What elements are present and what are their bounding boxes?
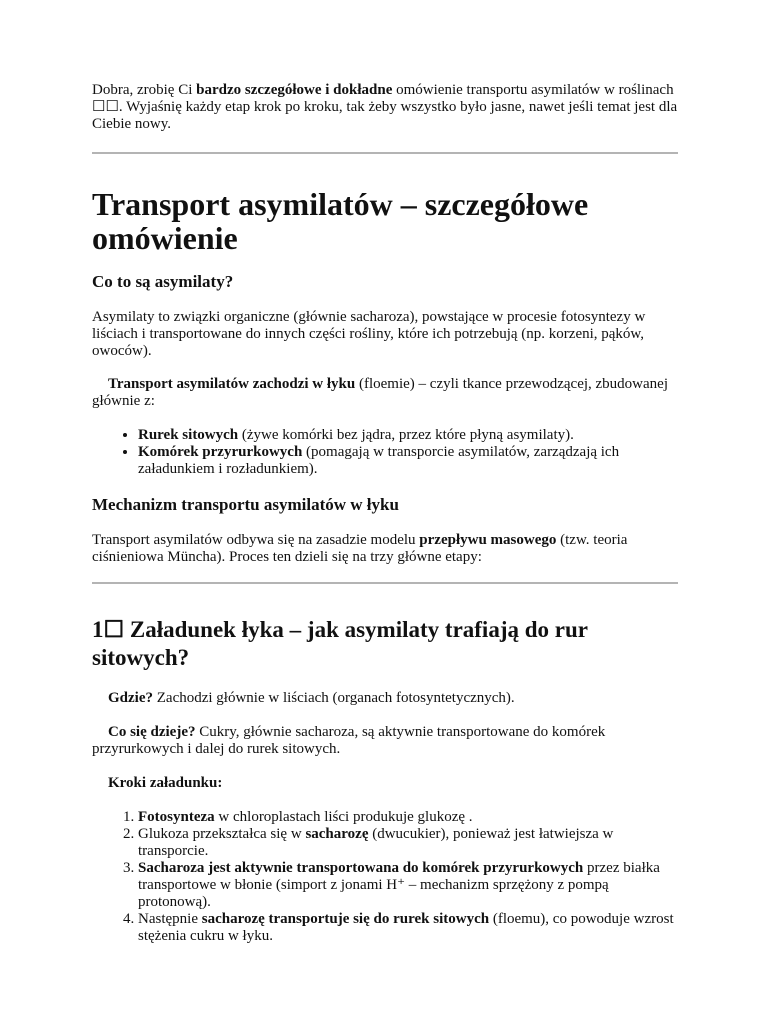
list-item [138, 826, 682, 860]
what-text: Cukry, głównie sacharoza, są aktywnie transportowane do komórek przyrurkowych i dalej do rurek sitowych. [92, 724, 606, 757]
asymilaty-paragraph: Asymilaty to związki organiczne (głównie sacharoza), powstające w procesie fotosyntezy w liściach i transportowane do innych części rośliny, które ich potrzebują (np. korzeni, pąków, owoców). [92, 309, 646, 359]
mechanizm-paragraph [92, 532, 682, 566]
mechanizm-text-1: Transport asymilatów odbywa się na zasadzie modelu [92, 532, 420, 548]
step-text-1: Następnie [138, 911, 202, 927]
intro-text-2: omówienie transportu asymilatów w roślinach ☐☐. Wyjaśnię każdy etap krok po kroku, tak żeby wszystko było jasne, nawet jeśli temat jest dla Ciebie nowy. [92, 82, 678, 132]
where-text: Zachodzi głównie w liściach (organach fotosyntetycznych). [153, 690, 515, 706]
list-item-bold: Rurek sitowych [138, 427, 239, 443]
step-text-1: w chloroplastach liści produkuje glukozę . [214, 809, 473, 825]
what-bold: Co się dzieje? [108, 724, 196, 740]
steps-heading-bold: Kroki załadunku: [108, 775, 223, 791]
document-content [92, 82, 682, 945]
section-heading-mechanizm: Mechanizm transportu asymilatów w łyku [92, 495, 399, 514]
intro-paragraph [92, 82, 682, 133]
list-item [138, 911, 682, 945]
step-text-1: Glukoza przekształca się w [138, 826, 306, 842]
intro-bold: bardzo szczegółowe i dokładne [196, 82, 393, 98]
step-bold-2: sacharozę transportuje się do rurek sitowych [201, 911, 490, 927]
list-item [138, 427, 682, 444]
step-text-2: (dwucukier), ponieważ jest łatwiejsza w transporcie. [138, 826, 614, 859]
step-text-2: (floemu), co powoduje wzrost stężenia cukru w łyku. [138, 911, 674, 944]
mechanizm-text-2: (tzw. teoria ciśnieniowa Müncha). Proces ten dzieli się na trzy główne etapy: [92, 532, 628, 565]
page-title: Transport asymilatów – szczegółowe omówienie [92, 186, 589, 256]
list-item-text: (pomagają w transporcie asymilatów, zarządzają ich załadunkiem i rozładunkiem). [138, 444, 620, 477]
step-text-1: przez białka transportowe w błonie (simport z jonami H⁺ – mechanizm sprzężony z pompą protonową). [138, 860, 660, 910]
phloem-components-list [92, 427, 682, 478]
list-item [138, 860, 682, 911]
steps-heading [92, 775, 682, 792]
divider [92, 152, 678, 154]
section-heading-asymilaty: Co to są asymilaty? [92, 272, 234, 291]
list-item-text: (żywe komórki bez jądra, przez które płyną asymilaty). [238, 427, 574, 443]
what-paragraph [92, 724, 682, 758]
loading-steps-list [92, 809, 682, 945]
where-paragraph [92, 690, 682, 707]
transport-bold: Transport asymilatów zachodzi w łyku [108, 376, 356, 392]
list-item [138, 809, 682, 826]
section-heading-zaladunek: 1☐ Załadunek łyka – jak asymilaty trafiają do rur sitowych? [92, 617, 588, 670]
transport-paragraph [92, 376, 682, 410]
intro-text-1: Dobra, zrobię Ci [92, 82, 197, 98]
list-item [138, 444, 682, 478]
step-bold-1: Fotosynteza [138, 809, 215, 825]
step-bold-2: sacharozę [305, 826, 369, 842]
transport-text: (floemie) – czyli tkance przewodzącej, zbudowanej głównie z: [92, 376, 668, 409]
mechanizm-bold: przepływu masowego [419, 532, 557, 548]
divider [92, 582, 678, 584]
where-bold: Gdzie? [108, 690, 153, 706]
list-item-bold: Komórek przyrurkowych [138, 444, 303, 460]
step-bold-1: Sacharoza jest aktywnie transportowana do komórek przyrurkowych [138, 860, 584, 876]
